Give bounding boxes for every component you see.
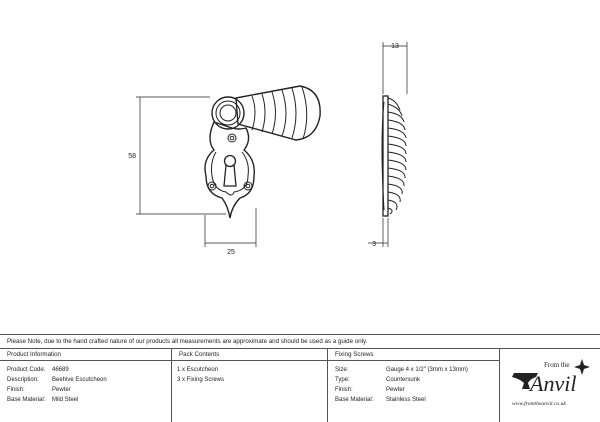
info-label: Base Material: xyxy=(7,397,46,403)
info-row xyxy=(0,375,171,385)
logo-from-the: From the xyxy=(544,361,570,369)
info-value: Pewter xyxy=(52,387,71,393)
screw-value: Pewter xyxy=(386,387,405,393)
screw-value: Countersunk xyxy=(386,377,421,383)
dimension-lines xyxy=(136,42,407,247)
measurement-note: Please Note, due to the hand crafted nature of our products all measurements are approximate and should be used as a guide only. xyxy=(0,334,600,349)
dimension-plate: 3 xyxy=(372,241,376,248)
screw-label: Size: xyxy=(335,367,349,373)
pack-item: 3 x Fixing Screws xyxy=(177,377,225,383)
escutcheon-side-view xyxy=(382,96,406,216)
info-row xyxy=(0,395,171,405)
screw-value: Gauge 4 x 1/2" (3mm x 13mm) xyxy=(386,367,468,373)
info-label: Finish: xyxy=(7,387,25,393)
dimension-width: 25 xyxy=(227,249,235,256)
dimension-height: 58 xyxy=(128,153,136,160)
logo-url: www.fromtheanvil.co.uk xyxy=(512,401,566,407)
product-information-section xyxy=(0,349,172,422)
screw-row xyxy=(328,395,499,405)
screw-value: Stainless Steel xyxy=(386,397,426,403)
from-the-anvil-logo xyxy=(508,355,594,415)
info-row xyxy=(0,365,171,375)
product-information-header: Product Information xyxy=(0,349,171,361)
screw-row xyxy=(328,365,499,375)
screw-row xyxy=(328,375,499,385)
fixing-screws-header: Fixing Screws xyxy=(328,349,499,361)
screw-row xyxy=(328,385,499,395)
info-value: 46689 xyxy=(52,367,69,373)
logo-brand: Anvil xyxy=(530,371,577,396)
info-value: Mild Steel xyxy=(52,397,79,403)
info-label: Product Code: xyxy=(7,367,46,373)
screw-label: Type: xyxy=(335,377,350,383)
info-table xyxy=(0,349,600,422)
info-label: Description: xyxy=(7,377,39,383)
dimension-depth: 13 xyxy=(391,43,399,50)
pack-contents-section xyxy=(172,349,328,422)
screw-label: Base Material: xyxy=(335,397,374,403)
pack-contents-header: Pack Contents xyxy=(172,349,327,361)
escutcheon-front-view xyxy=(205,86,320,218)
info-value: Beehive Escutcheon xyxy=(52,377,107,383)
logo-section xyxy=(500,349,600,422)
screw-label: Finish: xyxy=(335,387,353,393)
info-row xyxy=(0,385,171,395)
fixing-screws-section xyxy=(328,349,500,422)
pack-item: 1 x Escutcheon xyxy=(177,367,219,373)
